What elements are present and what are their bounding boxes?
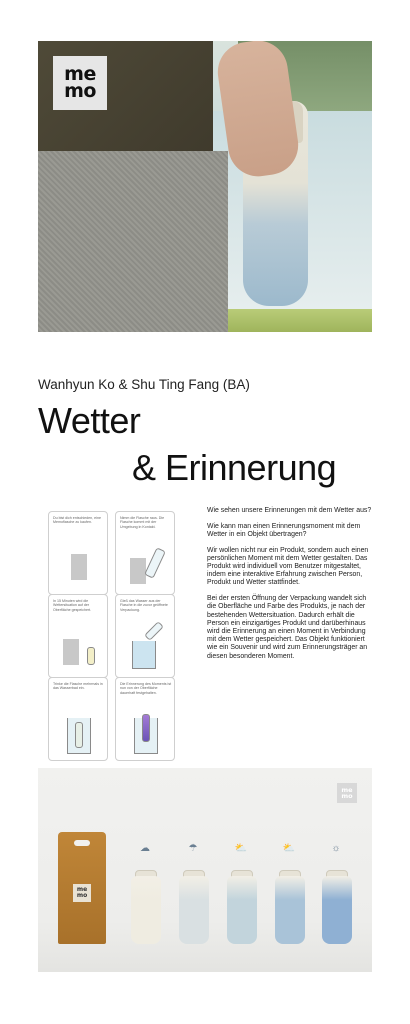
panel-caption: Du bist dich entschieden, eine Memoflasche zu kaufen. [53, 516, 101, 525]
bag-handle-hole [74, 840, 90, 846]
authors: Wanhyun Ko & Shu Ting Fang (BA) [38, 377, 250, 392]
panel-caption: Nimm die Flasche raus. Die Flasche kommt mit der Umgebung in Kontakt. [120, 516, 165, 529]
logo-line-2: mo [64, 80, 96, 102]
panel-caption: Gieß das Wasser aus der Flasche in die zuvor geöffnete Verpackung. [120, 599, 168, 612]
title-line-1: Wetter [38, 400, 141, 441]
question-2: Wie kann man einen Erinnerungsmoment mit dem Wetter in ein Objekt übertragen? [207, 522, 361, 538]
body-text [207, 507, 375, 668]
logo-line-1: me [341, 785, 353, 794]
paragraph-concept: Wir wollen nicht nur ein Produkt, sondern auch einen persönlichen Moment mit dem Wetter gestalten. Das Produkt wird individuell vom Benutzer mitgestaltet, indem eine interaktive Erfahrung zwischen Person, Produkt und Wetter stattfindet. [207, 546, 369, 587]
bottle-icon [144, 621, 164, 641]
storyboard-panel-5 [48, 677, 108, 761]
panel-caption: Trinke die Flasche mehrmals in das Wasserbad ein. [53, 682, 103, 691]
person-shorts [38, 151, 228, 332]
product-bottle-5 [322, 876, 352, 944]
bottle-icon [142, 714, 150, 742]
water-glass-icon [132, 641, 156, 669]
product-bottle-4 [275, 876, 305, 944]
title-line-2: & Erinnerung [132, 447, 337, 488]
storyboard-panel-4 [115, 594, 175, 678]
product-bottle-3 [227, 876, 257, 944]
panel-caption: In 15 Minuten wird die Wettersituation auf der Oberfläche gespeichert. [53, 599, 92, 612]
logo-line-2: mo [76, 892, 88, 899]
packaging-icon [63, 639, 79, 665]
memo-logo [53, 56, 107, 110]
paragraph-process: Bei der ersten Öffnung der Verpackung wandelt sich die Oberfläche und Farbe des Produkts, je nach der bestehenden Wettersituation. Dadurch erhält die Person ein einzigartiges Produkt und darüberhinaus wird die Erinnerung an einen Moment in Verbindung mit dem Wetter gespeichert. Das Objekt funktioniert wie ein Souvenir und wird zum Erinnerungsträger an diesen besonderen Moment. [207, 595, 368, 660]
logo-line-1: me [64, 63, 96, 85]
panel-caption: Die Erinnerung des Moments ist nun von der Oberfläche dauerhaft festgehalten. [120, 682, 172, 695]
partly-cloudy-icon: ⛅ [234, 843, 248, 854]
logo-line-2: mo [341, 792, 353, 800]
packaging-icon [130, 558, 146, 584]
packaging-icon [71, 554, 87, 580]
product-bottle-2 [179, 876, 209, 944]
logo-line-1: me [76, 886, 88, 893]
rain-icon: ☂ [188, 843, 198, 854]
bottle-icon [144, 547, 166, 578]
question-1: Wie sehen unsere Erinnerungen mit dem Wetter aus? [207, 507, 372, 514]
bag-logo [73, 884, 91, 902]
storyboard-panel-1 [48, 511, 108, 595]
product-bottle-1 [131, 876, 161, 944]
bottle-icon [87, 647, 95, 665]
storyboard-panel-6 [115, 677, 175, 761]
sun-icon: ☼ [331, 843, 341, 854]
storyboard-panel-3 [48, 594, 108, 678]
storyboard [38, 495, 186, 755]
cloud-icon: ☁ [140, 843, 150, 854]
sun-cloud-icon: ⛅ [282, 843, 296, 854]
bottle-icon [75, 722, 83, 748]
storyboard-panel-2 [115, 511, 175, 595]
memo-logo-small [337, 783, 357, 803]
